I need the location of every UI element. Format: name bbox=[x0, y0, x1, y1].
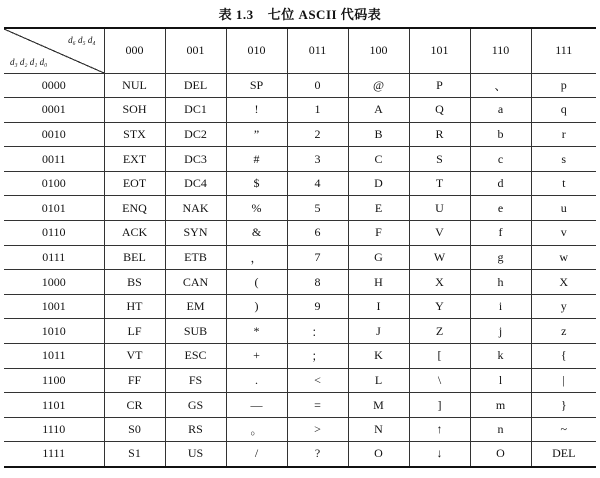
table-cell: * bbox=[226, 319, 287, 344]
row-header-1010: 1010 bbox=[41, 323, 66, 338]
table-cell: CAN bbox=[165, 270, 226, 295]
table-cell: — bbox=[226, 393, 287, 418]
table-cell: t bbox=[531, 171, 596, 196]
table-cell: k bbox=[470, 344, 531, 369]
table-cell: STX bbox=[104, 122, 165, 147]
table-cell: FF bbox=[104, 368, 165, 393]
table-cell: ↓ bbox=[409, 442, 470, 467]
table-cell: 3 bbox=[287, 147, 348, 172]
table-cell: } bbox=[531, 393, 596, 418]
table-row bbox=[4, 122, 596, 147]
row-header-1011: 1011 bbox=[41, 348, 66, 363]
table-cell: h bbox=[470, 270, 531, 295]
table-cell: DEL bbox=[165, 73, 226, 98]
table-cell: M bbox=[348, 393, 409, 418]
table-cell: . bbox=[226, 368, 287, 393]
table-cell: SYN bbox=[165, 221, 226, 246]
table-cell: 7 bbox=[287, 245, 348, 270]
table-cell: 4 bbox=[287, 171, 348, 196]
table-cell: > bbox=[287, 417, 348, 442]
table-cell: w bbox=[531, 245, 596, 270]
table-cell: m bbox=[470, 393, 531, 418]
row-header-1100: 1100 bbox=[41, 372, 66, 387]
table-cell: NAK bbox=[165, 196, 226, 221]
table-cell: q bbox=[531, 98, 596, 123]
table-cell: ESC bbox=[165, 344, 226, 369]
table-cell: @ bbox=[348, 73, 409, 98]
row-header-0000: 0000 bbox=[41, 77, 66, 92]
table-cell: DEL bbox=[531, 442, 596, 467]
column-header-111: 111 bbox=[531, 28, 596, 73]
table-cell: ( bbox=[226, 270, 287, 295]
table-cell: G bbox=[348, 245, 409, 270]
table-cell: SP bbox=[226, 73, 287, 98]
table-row bbox=[4, 270, 596, 295]
table-cell: i bbox=[470, 294, 531, 319]
table-cell: EXT bbox=[104, 147, 165, 172]
table-cell: E bbox=[348, 196, 409, 221]
table-cell: P bbox=[409, 73, 470, 98]
table-cell: 8 bbox=[287, 270, 348, 295]
table-cell: X bbox=[409, 270, 470, 295]
table-row bbox=[4, 368, 596, 393]
table-cell: EOT bbox=[104, 171, 165, 196]
table-cell: < bbox=[287, 368, 348, 393]
table-row bbox=[4, 221, 596, 246]
corner-header-cell bbox=[4, 28, 104, 73]
table-cell: p bbox=[531, 73, 596, 98]
table-cell: a bbox=[470, 98, 531, 123]
table-cell: 1 bbox=[287, 98, 348, 123]
table-cell: W bbox=[409, 245, 470, 270]
table-cell: DC1 bbox=[165, 98, 226, 123]
row-header-1001: 1001 bbox=[41, 299, 66, 314]
table-cell: Q bbox=[409, 98, 470, 123]
row-header-0011: 0011 bbox=[41, 151, 66, 166]
table-cell: $ bbox=[226, 171, 287, 196]
table-cell: DC4 bbox=[165, 171, 226, 196]
table-cell: EM bbox=[165, 294, 226, 319]
row-header-0001: 0001 bbox=[41, 102, 66, 117]
table-cell: f bbox=[470, 221, 531, 246]
table-cell: # bbox=[226, 147, 287, 172]
table-cell: ACK bbox=[104, 221, 165, 246]
table-cell: 2 bbox=[287, 122, 348, 147]
table-cell: s bbox=[531, 147, 596, 172]
table-row bbox=[4, 442, 596, 467]
header-row bbox=[4, 28, 596, 73]
row-header-0101: 0101 bbox=[41, 200, 66, 215]
table-cell: NUL bbox=[104, 73, 165, 98]
row-header-0100: 0100 bbox=[41, 176, 66, 191]
table-cell: 9 bbox=[287, 294, 348, 319]
table-row bbox=[4, 98, 596, 123]
row-header-1111: 1111 bbox=[42, 446, 66, 461]
table-cell: ) bbox=[226, 294, 287, 319]
column-header-001: 001 bbox=[165, 28, 226, 73]
table-cell: + bbox=[226, 344, 287, 369]
row-header-1110: 1110 bbox=[42, 422, 66, 437]
table-cell: 、 bbox=[470, 73, 531, 98]
table-cell: CR bbox=[104, 393, 165, 418]
table-cell: j bbox=[470, 319, 531, 344]
row-header-0111: 0111 bbox=[42, 249, 66, 264]
table-cell: ” bbox=[226, 122, 287, 147]
column-header-011: 011 bbox=[287, 28, 348, 73]
table-cell: 。 bbox=[226, 417, 287, 442]
table-cell: y bbox=[531, 294, 596, 319]
table-cell: K bbox=[348, 344, 409, 369]
table-cell: SOH bbox=[104, 98, 165, 123]
table-cell: r bbox=[531, 122, 596, 147]
high-bits-label: d₆ d₅ d₄ bbox=[68, 35, 96, 45]
table-cell: F bbox=[348, 221, 409, 246]
table-cell: DC2 bbox=[165, 122, 226, 147]
table-title: 七位 ASCII 代码表 bbox=[267, 7, 382, 22]
table-row bbox=[4, 294, 596, 319]
table-cell: S bbox=[409, 147, 470, 172]
column-header-110: 110 bbox=[470, 28, 531, 73]
table-cell: 0 bbox=[287, 73, 348, 98]
table-cell: = bbox=[287, 393, 348, 418]
table-cell: d bbox=[470, 171, 531, 196]
table-row bbox=[4, 344, 596, 369]
table-cell: US bbox=[165, 442, 226, 467]
row-header-0010: 0010 bbox=[41, 126, 66, 141]
table-cell: N bbox=[348, 417, 409, 442]
table-cell: SUB bbox=[165, 319, 226, 344]
table-row bbox=[4, 196, 596, 221]
column-header-010: 010 bbox=[226, 28, 287, 73]
table-cell: L bbox=[348, 368, 409, 393]
table-cell: RS bbox=[165, 417, 226, 442]
table-row bbox=[4, 245, 596, 270]
table-cell: Y bbox=[409, 294, 470, 319]
table-cell: l bbox=[470, 368, 531, 393]
table-cell: LF bbox=[104, 319, 165, 344]
table-cell: { bbox=[531, 344, 596, 369]
table-number: 表 1.3 bbox=[218, 7, 254, 22]
table-cell: u bbox=[531, 196, 596, 221]
table-cell: z bbox=[531, 319, 596, 344]
table-cell: e bbox=[470, 196, 531, 221]
table-cell: R bbox=[409, 122, 470, 147]
table-cell: ! bbox=[226, 98, 287, 123]
table-cell: ? bbox=[287, 442, 348, 467]
table-cell: I bbox=[348, 294, 409, 319]
ascii-code-table bbox=[4, 27, 596, 468]
table-cell: HT bbox=[104, 294, 165, 319]
column-header-000: 000 bbox=[104, 28, 165, 73]
table-cell: & bbox=[226, 221, 287, 246]
table-cell: 6 bbox=[287, 221, 348, 246]
table-row bbox=[4, 417, 596, 442]
table-cell: ； bbox=[287, 344, 348, 369]
table-cell: V bbox=[409, 221, 470, 246]
table-cell: % bbox=[226, 196, 287, 221]
table-cell: J bbox=[348, 319, 409, 344]
table-cell: n bbox=[470, 417, 531, 442]
table-cell: Z bbox=[409, 319, 470, 344]
row-header-1000: 1000 bbox=[41, 274, 66, 289]
table-cell: O bbox=[470, 442, 531, 467]
table-cell: v bbox=[531, 221, 596, 246]
table-cell: ENQ bbox=[104, 196, 165, 221]
table-caption bbox=[0, 4, 600, 23]
table-cell: X bbox=[531, 270, 596, 295]
table-cell: ： bbox=[287, 319, 348, 344]
table-cell: BS bbox=[104, 270, 165, 295]
table-cell: | bbox=[531, 368, 596, 393]
table-cell: BEL bbox=[104, 245, 165, 270]
table-cell: 5 bbox=[287, 196, 348, 221]
table-cell: b bbox=[470, 122, 531, 147]
column-header-101: 101 bbox=[409, 28, 470, 73]
table-cell: S1 bbox=[104, 442, 165, 467]
table-cell: O bbox=[348, 442, 409, 467]
table-cell: H bbox=[348, 270, 409, 295]
table-cell: DC3 bbox=[165, 147, 226, 172]
table-row bbox=[4, 393, 596, 418]
table-cell: ] bbox=[409, 393, 470, 418]
table-cell: C bbox=[348, 147, 409, 172]
row-header-1101: 1101 bbox=[41, 397, 66, 412]
table-cell: U bbox=[409, 196, 470, 221]
table-cell: D bbox=[348, 171, 409, 196]
table-cell: / bbox=[226, 442, 287, 467]
table-row bbox=[4, 319, 596, 344]
table-cell: c bbox=[470, 147, 531, 172]
table-cell: S0 bbox=[104, 417, 165, 442]
table-cell: B bbox=[348, 122, 409, 147]
table-cell: g bbox=[470, 245, 531, 270]
table-cell: ， bbox=[226, 245, 287, 270]
table-row bbox=[4, 73, 596, 98]
table-row bbox=[4, 147, 596, 172]
table-cell: ~ bbox=[531, 417, 596, 442]
table-cell: ETB bbox=[165, 245, 226, 270]
table-cell: \ bbox=[409, 368, 470, 393]
table-cell: [ bbox=[409, 344, 470, 369]
table-cell: ↑ bbox=[409, 417, 470, 442]
table-cell: A bbox=[348, 98, 409, 123]
column-header-100: 100 bbox=[348, 28, 409, 73]
table-cell: FS bbox=[165, 368, 226, 393]
table-row bbox=[4, 171, 596, 196]
table-cell: VT bbox=[104, 344, 165, 369]
table-cell: GS bbox=[165, 393, 226, 418]
row-header-0110: 0110 bbox=[41, 225, 66, 240]
low-bits-label: d₃ d₂ d₁ d₀ bbox=[10, 56, 48, 67]
table-cell: T bbox=[409, 171, 470, 196]
